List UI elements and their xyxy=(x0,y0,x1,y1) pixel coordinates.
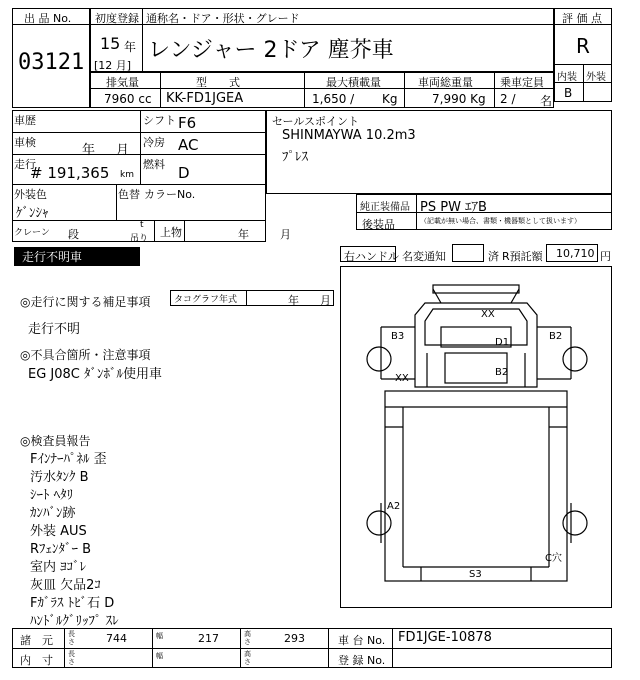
inspect-year: 年 xyxy=(82,143,96,158)
model-code: KK-FD1JGEA xyxy=(166,91,244,106)
mark-b2-mid: B2 xyxy=(495,367,509,378)
car-name: レンジャー 2ドア 塵芥車 xyxy=(148,38,394,63)
mark-b3: B3 xyxy=(391,331,405,342)
height-value: 293 xyxy=(284,632,305,645)
mark-d1: D1 xyxy=(495,337,510,348)
weight-label: 車両総重量 xyxy=(418,76,473,89)
crane-tsuri: 吊り xyxy=(130,234,149,244)
rhd-label: 右ハンドル xyxy=(344,250,399,263)
kamimono-month: 月 xyxy=(280,228,291,241)
sales-line-2: ﾌﾟﾚｽ xyxy=(282,150,308,165)
mark-b2-right: B2 xyxy=(549,331,563,342)
name-change-box xyxy=(452,244,484,262)
interior-label: 内装 xyxy=(557,72,577,83)
grade-label: 評 価 点 xyxy=(562,12,602,25)
disp-label: 排気量 xyxy=(106,76,139,89)
drive-notes-title: ◎走行に関する補足事項 xyxy=(20,295,151,309)
lot-label: 出 品 No. xyxy=(24,12,72,25)
recycle-amount: 10,710 xyxy=(556,247,595,260)
report-line: ﾊﾝﾄﾞﾙｸﾞﾘｯﾌﾟ ｽﾚ xyxy=(30,614,119,629)
defect-title: ◎不具合箇所・注意事項 xyxy=(20,348,151,362)
cap-label: 乗車定員 xyxy=(500,76,544,89)
inspect-label: 車検 xyxy=(14,136,36,149)
first-reg-year-unit: 年 xyxy=(124,40,137,54)
mark-xx-top: XX xyxy=(481,309,495,320)
exterior-label: 外装 xyxy=(586,72,606,83)
height-label: 高さ xyxy=(244,630,251,646)
capacity: 2 / xyxy=(500,92,516,106)
grade-value: R xyxy=(576,34,590,58)
report-line: 外装 AUS xyxy=(30,524,87,539)
sales-point-label: セールスポイント xyxy=(272,115,360,128)
crane-label: クレーン xyxy=(14,228,50,238)
after-equip-label: 後装品 xyxy=(362,218,395,231)
specs-footer-label: 諸 元 xyxy=(20,634,53,647)
color-no-label: カラーNo. xyxy=(144,188,196,201)
defect-text: EG J08C ﾀﾞﾝﾎﾞﾙ使用車 xyxy=(28,367,163,382)
inner-height-label: 高さ xyxy=(244,650,251,666)
color-change-label: 色替 xyxy=(118,188,140,201)
mileage-label: 走行 xyxy=(14,158,36,171)
mark-s3: S3 xyxy=(469,569,482,580)
sales-line-1: SHINMAYWA 10.2m3 xyxy=(282,128,416,143)
ac-value: AC xyxy=(178,136,199,154)
report-line: 室内 ﾖｺﾞﾚ xyxy=(30,560,87,575)
equip-value: PS PW ｴｱB xyxy=(420,200,487,215)
tacho-year: 年 xyxy=(288,294,299,307)
mark-xx-left: XX xyxy=(395,373,409,384)
max-load: 1,650 / xyxy=(312,92,355,106)
first-reg-month: [12 月] xyxy=(94,59,132,72)
fuel-label: 燃料 xyxy=(143,158,165,171)
chassis-number: FD1JGE-10878 xyxy=(398,630,492,645)
recycle-yen: 円 xyxy=(600,250,611,263)
lot-number: 03121 xyxy=(18,50,85,75)
length-label: 長さ xyxy=(68,630,75,646)
crane-t: t xyxy=(140,220,144,230)
history-label: 車歴 xyxy=(14,114,36,127)
damage-diagram xyxy=(340,266,612,608)
name-change-label: 名変通知 xyxy=(402,250,446,263)
crane-dan: 段 xyxy=(68,228,79,241)
mileage-value: # 191,365 xyxy=(30,164,110,182)
capacity-unit: 名 xyxy=(540,94,553,108)
displacement: 7960 cc xyxy=(104,92,152,106)
report-line: 汚水ﾀﾝｸ B xyxy=(30,470,89,485)
mark-c-hole: C穴 xyxy=(545,553,562,564)
name-label: 通称名・ドア・形状・グレード xyxy=(146,12,300,25)
report-line: ｼｰﾄ ﾍﾀﾘ xyxy=(30,488,74,503)
kamimono-label: 上物 xyxy=(160,226,182,239)
first-reg-year: 15 xyxy=(100,34,121,53)
report-line: Fｲﾝﾅｰﾊﾟﾈﾙ 歪 xyxy=(30,452,107,467)
width-label: 幅 xyxy=(156,632,163,640)
equip-label: 純正装備品 xyxy=(360,202,410,213)
mileage-unit: km xyxy=(120,170,134,180)
model-label: 型 式 xyxy=(196,76,240,89)
width-value: 217 xyxy=(198,632,219,645)
tacho-month: 月 xyxy=(320,294,331,307)
inspect-month: 月 xyxy=(116,143,130,158)
truck-outline xyxy=(341,267,611,607)
recycle-done: 済 xyxy=(488,250,499,263)
report-line: ｶﾝﾊﾞﾝ跡 xyxy=(30,506,76,521)
report-title: ◎検査員報告 xyxy=(20,434,91,448)
ac-label: 冷房 xyxy=(143,136,165,149)
kamimono-year: 年 xyxy=(238,228,249,241)
mark-a2: A2 xyxy=(387,501,401,512)
gross-weight: 7,990 Kg xyxy=(432,92,486,106)
report-line: 灰皿 欠品2ｺ xyxy=(30,578,101,593)
report-line: Rﾌｪﾝﾀﾞｰ B xyxy=(30,542,92,557)
inner-width-label: 幅 xyxy=(156,652,163,660)
inner-length-label: 長さ xyxy=(68,650,75,666)
fuel-value: D xyxy=(178,164,190,182)
shift-value: F6 xyxy=(178,114,197,132)
length-value: 744 xyxy=(106,632,127,645)
tacho-label: タコグラフ年式 xyxy=(174,295,238,305)
reg-label: 初度登録 xyxy=(95,12,139,25)
max-load-unit: Kg xyxy=(382,92,398,106)
after-equip-note: （記載が無い場合、書類・機器類として扱います） xyxy=(420,217,581,225)
interior-grade: B xyxy=(564,86,573,100)
inner-dim-label: 内 寸 xyxy=(20,654,53,667)
color-label: 外装色 xyxy=(14,188,47,201)
chassis-label: 車 台 No. xyxy=(338,634,386,647)
shift-label: シフト xyxy=(143,114,176,127)
report-line: Fｶﾞﾗｽ ﾄﾋﾞ石 D xyxy=(30,596,115,611)
unknown-mileage-badge: 走行不明車 xyxy=(14,247,140,266)
drive-notes-text: 走行不明 xyxy=(28,322,81,337)
recycle-label: R預託額 xyxy=(502,250,543,263)
reg-no-label: 登 録 No. xyxy=(338,654,386,667)
color-value: ｹﾞﾝｼｬ xyxy=(16,206,49,221)
load-label: 最大積載量 xyxy=(326,76,381,89)
